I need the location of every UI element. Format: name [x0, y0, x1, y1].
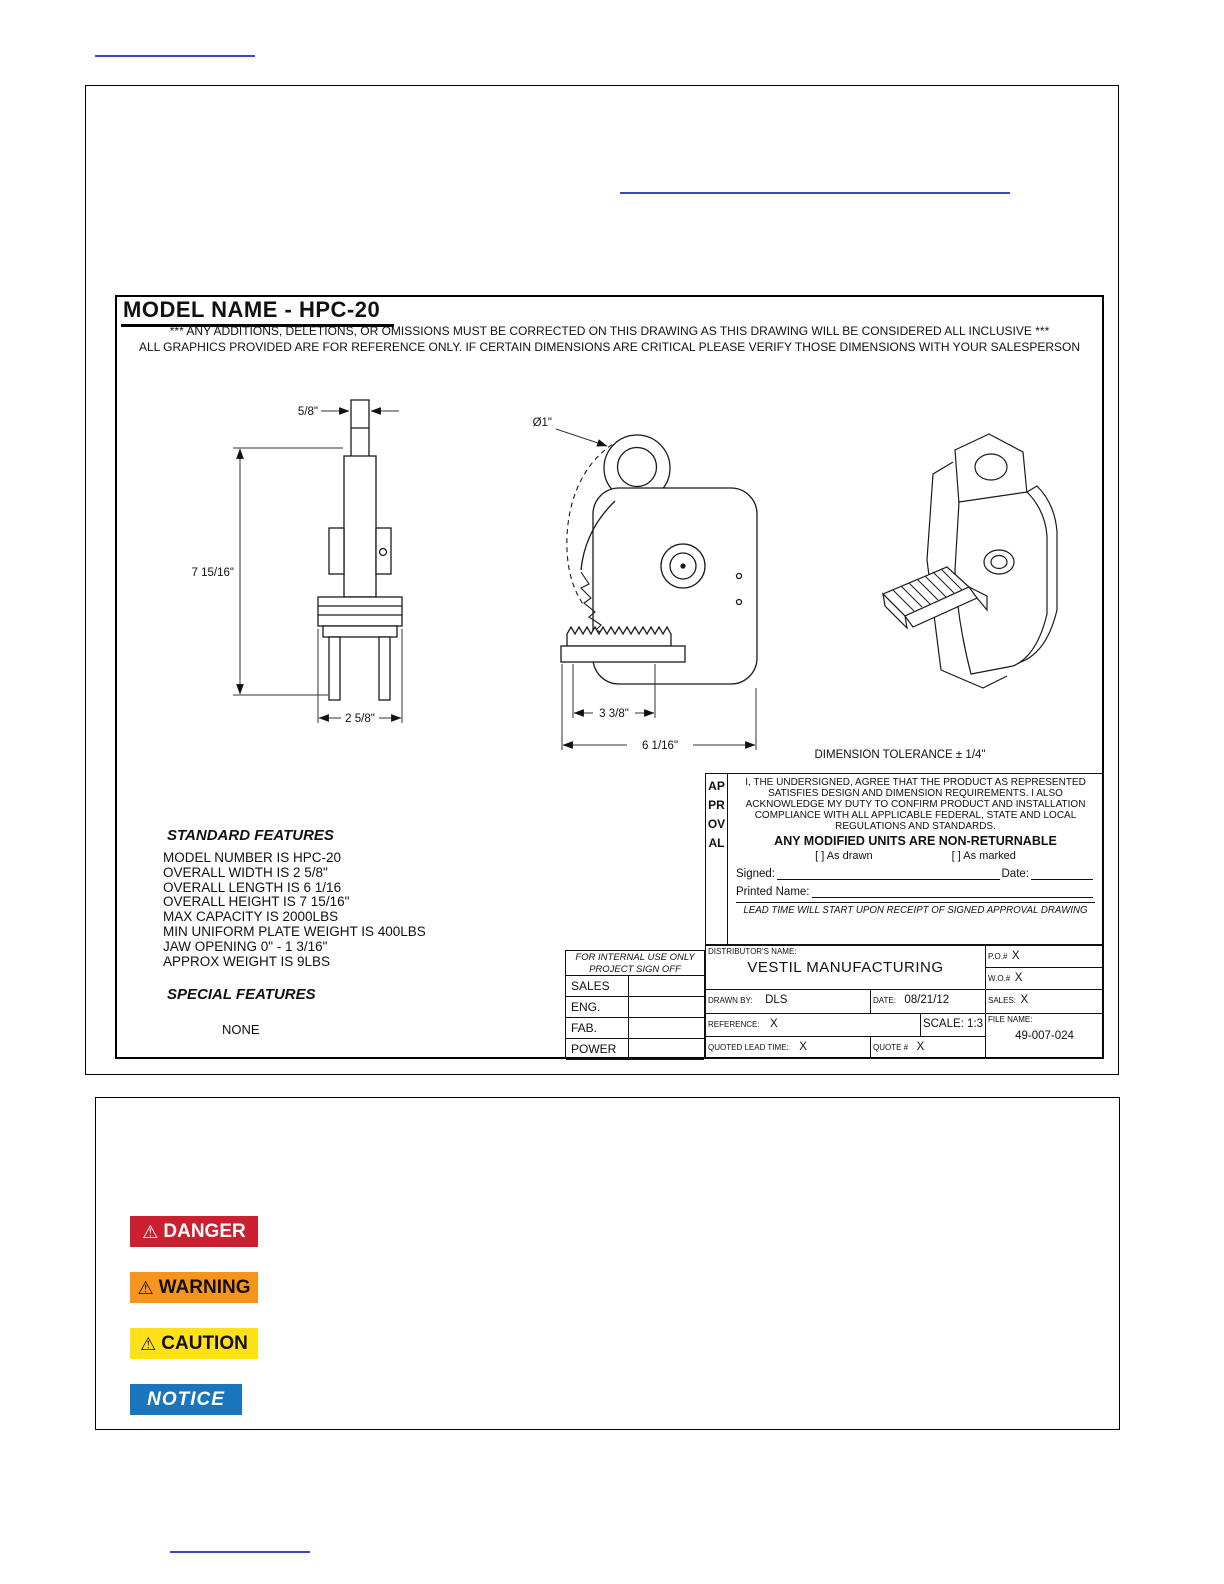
caution-label-text: CAUTION — [161, 1332, 248, 1354]
non-returnable-note: ANY MODIFIED UNITS ARE NON-RETURNABLE — [774, 834, 1057, 848]
drawn-by-cell — [706, 990, 871, 1014]
dim-overall-height: 7 15/16" — [191, 567, 234, 579]
alert-triangle-icon: ⚠ — [137, 1277, 154, 1298]
drawing-views-svg — [115, 370, 1105, 770]
wo-value: X — [1014, 972, 1023, 984]
approval-vertical-label: APPROVAL — [706, 774, 728, 944]
standard-features-heading: STANDARD FEATURES — [167, 827, 334, 844]
feature-item: MAX CAPACITY IS 2000LBS — [163, 909, 339, 925]
alert-triangle-icon: ⚠ — [140, 1333, 157, 1354]
feature-item: OVERALL WIDTH IS 2 5/8" — [163, 864, 328, 880]
printed-name-label: Printed Name: — [736, 886, 810, 898]
reference-label: REFERENCE: — [708, 1020, 760, 1029]
quoted-lead-time-value: X — [799, 1041, 807, 1053]
dim-top-width: 5/8" — [297, 406, 318, 418]
quoted-lead-time-label: QUOTED LEAD TIME: — [708, 1043, 789, 1052]
internal-signoff-header — [566, 951, 704, 976]
model-title: MODEL NAME - HPC-20 — [121, 297, 394, 327]
hyperlink-rule-top[interactable] — [95, 55, 255, 57]
project-sign-off-label: PROJECT SIGN OFF — [589, 964, 681, 975]
signature-line[interactable] — [777, 867, 999, 880]
dim-overall-length: 6 1/16" — [641, 740, 679, 752]
side-view — [561, 435, 757, 684]
signed-row — [736, 867, 1095, 880]
standard-features-list — [163, 851, 426, 969]
lead-time-note: LEAD TIME WILL START UPON RECEIPT OF SIGNED APPROVAL DRAWING — [736, 902, 1095, 916]
front-view — [318, 400, 402, 700]
as-marked-checkbox[interactable]: [ ] As marked — [951, 850, 1016, 862]
signoff-row-power: POWER — [566, 1039, 704, 1060]
wo-label: W.O.# — [988, 974, 1011, 983]
sales-cell — [986, 990, 1103, 1014]
as-drawn-checkbox[interactable]: [ ] As drawn — [815, 850, 873, 862]
printed-name-line[interactable] — [812, 885, 1093, 898]
feature-item: JAW OPENING 0" - 1 3/16" — [163, 938, 328, 954]
date-label: Date: — [1001, 868, 1029, 880]
signoff-row-sales: SALES — [566, 976, 704, 997]
warning-label — [130, 1272, 258, 1303]
warning-label-text: WARNING — [158, 1276, 251, 1298]
dim-hole-diameter: Ø1" — [532, 417, 552, 429]
signoff-divider — [628, 976, 629, 1058]
danger-label-text: DANGER — [163, 1220, 246, 1242]
special-features-value: NONE — [222, 1022, 260, 1037]
feature-item: APPROX WEIGHT IS 9LBS — [163, 953, 331, 969]
date-label: DATE: — [873, 996, 896, 1005]
approval-block — [705, 773, 1104, 945]
isometric-view — [883, 434, 1057, 688]
disclaimer-line-2: ALL GRAPHICS PROVIDED ARE FOR REFERENCE ONLY. IF CERTAIN DIMENSIONS ARE CRITICAL PLEASE VERIFY THOSE DIMENSIONS WITH YOUR SALESPERSON — [138, 340, 1081, 354]
po-label: P.O.# — [988, 952, 1008, 961]
quote-cell — [871, 1037, 986, 1059]
signed-label: Signed: — [736, 868, 776, 880]
feature-item: MODEL NUMBER IS HPC-20 — [163, 850, 342, 865]
po-value: X — [1011, 950, 1020, 962]
feature-item: MIN UNIFORM PLATE WEIGHT IS 400LBS — [163, 923, 426, 939]
quote-label: QUOTE # — [873, 1043, 909, 1052]
notice-label-text: NOTICE — [147, 1388, 225, 1410]
dim-base-width: 2 5/8" — [345, 713, 375, 725]
signoff-row-fab: FAB. — [566, 1018, 704, 1039]
disclaimer-line-1: *** ANY ADDITIONS, DELETIONS, OR OMISSIONS MUST BE CORRECTED ON THIS DRAWING AS THIS DRAWING WILL BE CONSIDERED ALL INCLUSIVE *** — [169, 324, 1050, 338]
reference-cell — [706, 1014, 921, 1037]
drawn-by-label: DRAWN BY: — [708, 996, 753, 1005]
reference-value: X — [770, 1018, 778, 1030]
approval-checkboxes — [736, 850, 1095, 862]
signoff-row-eng: ENG. — [566, 997, 704, 1018]
distributor-name-label: DISTRIBUTOR'S NAME: — [708, 947, 797, 956]
quote-value: X — [916, 1041, 925, 1053]
file-name-value: 49-007-024 — [1015, 1030, 1074, 1042]
internal-signoff-table — [565, 950, 705, 1059]
approval-statement: I, THE UNDERSIGNED, AGREE THAT THE PRODUCT AS REPRESENTED SATISFIES DESIGN AND DIMENSION REQUIREMENTS. I ALSO ACKNOWLEDGE MY DUTY TO CONFIRM PRODUCT AND INSTALLATION COMPLIANCE WITH ALL APPLICABLE FEDERAL, STATE AND LOCAL REGULATIONS AND STANDARDS. — [745, 777, 1086, 832]
notice-label — [130, 1384, 242, 1415]
file-name-cell — [986, 1014, 1103, 1059]
wo-cell — [986, 968, 1103, 990]
hyperlink-rule-bottom[interactable] — [170, 1551, 310, 1553]
date-cell — [871, 990, 986, 1014]
quoted-lead-time-cell — [706, 1037, 871, 1059]
file-name-label: FILE NAME: — [988, 1015, 1033, 1024]
safety-section-box — [95, 1097, 1120, 1430]
distributor-cell — [706, 946, 986, 990]
scale-cell — [921, 1014, 986, 1037]
internal-use-label: FOR INTERNAL USE ONLY — [575, 952, 695, 963]
approval-body — [728, 774, 1103, 944]
special-features-heading: SPECIAL FEATURES — [167, 986, 316, 1003]
distributor-name-value: VESTIL MANUFACTURING — [747, 959, 944, 976]
dimension-tolerance-note: DIMENSION TOLERANCE ± 1/4" — [814, 749, 986, 761]
scale-value: SCALE: 1:3 — [922, 1018, 984, 1030]
dim-jaw-depth: 3 3/8" — [599, 708, 629, 720]
feature-item: OVERALL LENGTH IS 6 1/16 — [163, 879, 342, 895]
danger-label — [130, 1216, 258, 1247]
feature-item: OVERALL HEIGHT IS 7 15/16" — [163, 894, 350, 910]
sales-label: SALES: — [988, 996, 1017, 1005]
printed-name-row — [736, 885, 1095, 898]
alert-triangle-icon: ⚠ — [142, 1221, 159, 1242]
caution-label — [130, 1328, 258, 1359]
date-line[interactable] — [1031, 867, 1093, 880]
sales-value: X — [1020, 994, 1029, 1006]
date-value: 08/21/12 — [904, 994, 950, 1006]
title-block — [705, 945, 1104, 1059]
drawn-by-value: DLS — [765, 994, 788, 1006]
po-cell — [986, 946, 1103, 968]
